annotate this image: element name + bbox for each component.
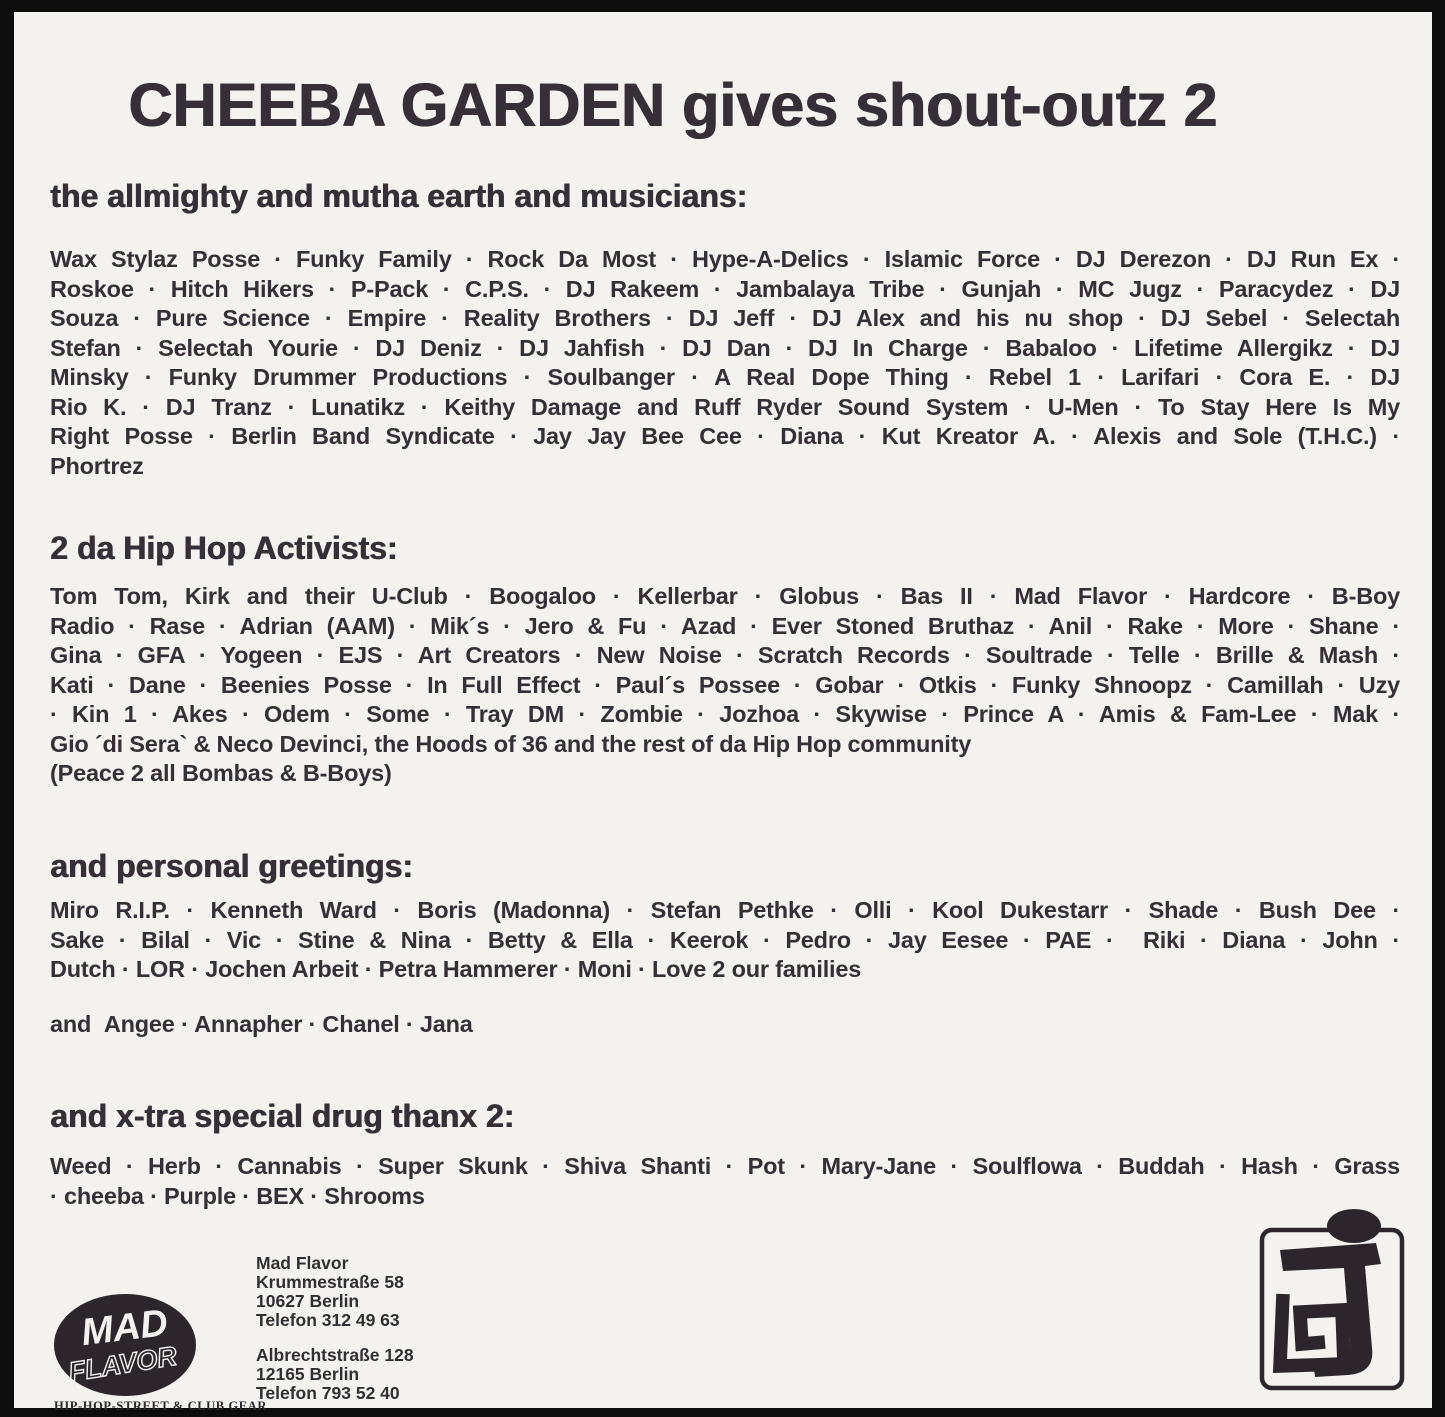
greetings-shoutout-list [50,896,1400,985]
section-heading-activists: 2 da Hip Hop Activists: [50,530,398,566]
shout-line: Gina · GFA · Yogeen · EJS · Art Creators · New Noise · Scratch Records · Soultrade · Telle · Brille & Mash · [50,642,1400,668]
mad-flavor-logo-icon [54,1294,196,1396]
section-heading-drug-thanx: and x-tra special drug thanx 2: [50,1098,515,1134]
shout-line: · Kin 1 · Akes · Odem · Some · Tray DM · Zombie · Jozhoa · Skywise · Prince A · Amis & Fam-Lee · Mak · [50,701,1400,727]
record-label-logo [1252,1202,1412,1402]
shout-line: Stefan · Selectah Yourie · DJ Deniz · DJ Jahfish · DJ Dan · DJ In Charge · Babaloo · Lifetime Allergikz · DJ [50,334,1400,361]
address-street: Albrechtstraße 128 [256,1345,414,1365]
shout-line: Gio ´di Sera` & Neco Devinci, the Hoods of 36 and the rest of da Hip Hop community [50,730,972,757]
shout-line: Weed · Herb · Cannabis · Super Skunk · Shiva Shanti · Pot · Mary-Jane · Soulflowa · Buddah · Hash · Grass [50,1153,1400,1179]
mad-flavor-word1: MAD [79,1301,171,1355]
spiral-j-stamp-icon [1252,1202,1412,1402]
shout-line: Radio · Rase · Adrian (AAM) · Mik´s · Jero & Fu · Azad · Ever Stoned Bruthaz · Anil · Rake · More · Shane · [50,612,1400,639]
mad-flavor-logo [54,1294,267,1414]
shout-line: Roskoe · Hitch Hikers · P-Pack · C.P.S. · DJ Rakeem · Jambalaya Tribe · Gunjah · MC Jugz · Paracydez · DJ [50,275,1400,302]
shout-line: Miro R.I.P. · Kenneth Ward · Boris (Madonna) · Stefan Pethke · Olli · Kool Dukestarr · Shade · Bush Dee · [50,897,1400,923]
address-phone: Telefon 793 52 40 [256,1383,400,1403]
shout-line: Wax Stylaz Posse · Funky Family · Rock Da Most · Hype-A-Delics · Islamic Force · DJ Derezon · DJ Run Ex · [50,246,1400,272]
shout-line: · cheeba · Purple · BEX · Shrooms [50,1182,425,1209]
family-greeting-line [50,1010,1400,1040]
mad-flavor-tagline: HIP-HOP-STREET & CLUB GEAR [54,1399,267,1413]
shout-line: Souza · Pure Science · Empire · Reality Brothers · DJ Jeff · DJ Alex and his nu shop · DJ Sebel · Selectah [50,305,1400,331]
shout-line: Sake · Bilal · Vic · Stine & Nina · Betty & Ella · Keerok · Pedro · Jay Eesee · PAE · Riki · Diana · John · [50,926,1400,953]
page-title: CHEEBA GARDEN gives shout-outz 2 [128,71,1218,139]
shout-line: Phortrez [50,452,144,479]
shout-line: Kati · Dane · Beenies Posse · In Full Effect · Paul´s Possee · Gobar · Otkis · Funky Shnoopz · Camillah · Uzy [50,671,1400,698]
record-sleeve [14,12,1432,1413]
address-street: Krummestraße 58 [256,1272,404,1292]
section-heading-greetings: and personal greetings: [50,848,413,884]
activists-shoutout-list [50,582,1400,789]
shout-line: Dutch · LOR · Jochen Arbeit · Petra Hammerer · Moni · Love 2 our families [50,956,862,982]
shout-line: Minsky · Funky Drummer Productions · Soulbanger · A Real Dope Thing · Rebel 1 · Larifari · Cora E. · DJ [50,364,1400,390]
address-city: 12165 Berlin [256,1364,360,1384]
drug-thanx-list [50,1152,1400,1211]
address-block [256,1254,414,1403]
section-heading-musicians: the allmighty and mutha earth and musicians: [50,178,748,214]
address-name: Mad Flavor [256,1253,349,1273]
shout-line: and Angee · Annapher · Chanel · Jana [50,1011,473,1037]
musicians-shoutout-list [50,245,1400,481]
shout-line: Tom Tom, Kirk and their U-Club · Boogaloo · Kellerbar · Globus · Bas II · Mad Flavor · Hardcore · B-Boy [50,583,1400,609]
shout-line: Right Posse · Berlin Band Syndicate · Jay Jay Bee Cee · Diana · Kut Kreator A. · Alexis and Sole (T.H.C.) · [50,423,1400,449]
shout-line: (Peace 2 all Bombas & B-Boys) [50,760,392,786]
address-gap [256,1330,414,1346]
mad-flavor-word2: FLAVOR [66,1340,179,1388]
shout-line: Rio K. · DJ Tranz · Lunatikz · Keithy Damage and Ruff Ryder Sound System · U-Men · To Stay Here Is My [50,393,1400,420]
address-phone: Telefon 312 49 63 [256,1310,400,1330]
address-city: 10627 Berlin [256,1291,360,1311]
